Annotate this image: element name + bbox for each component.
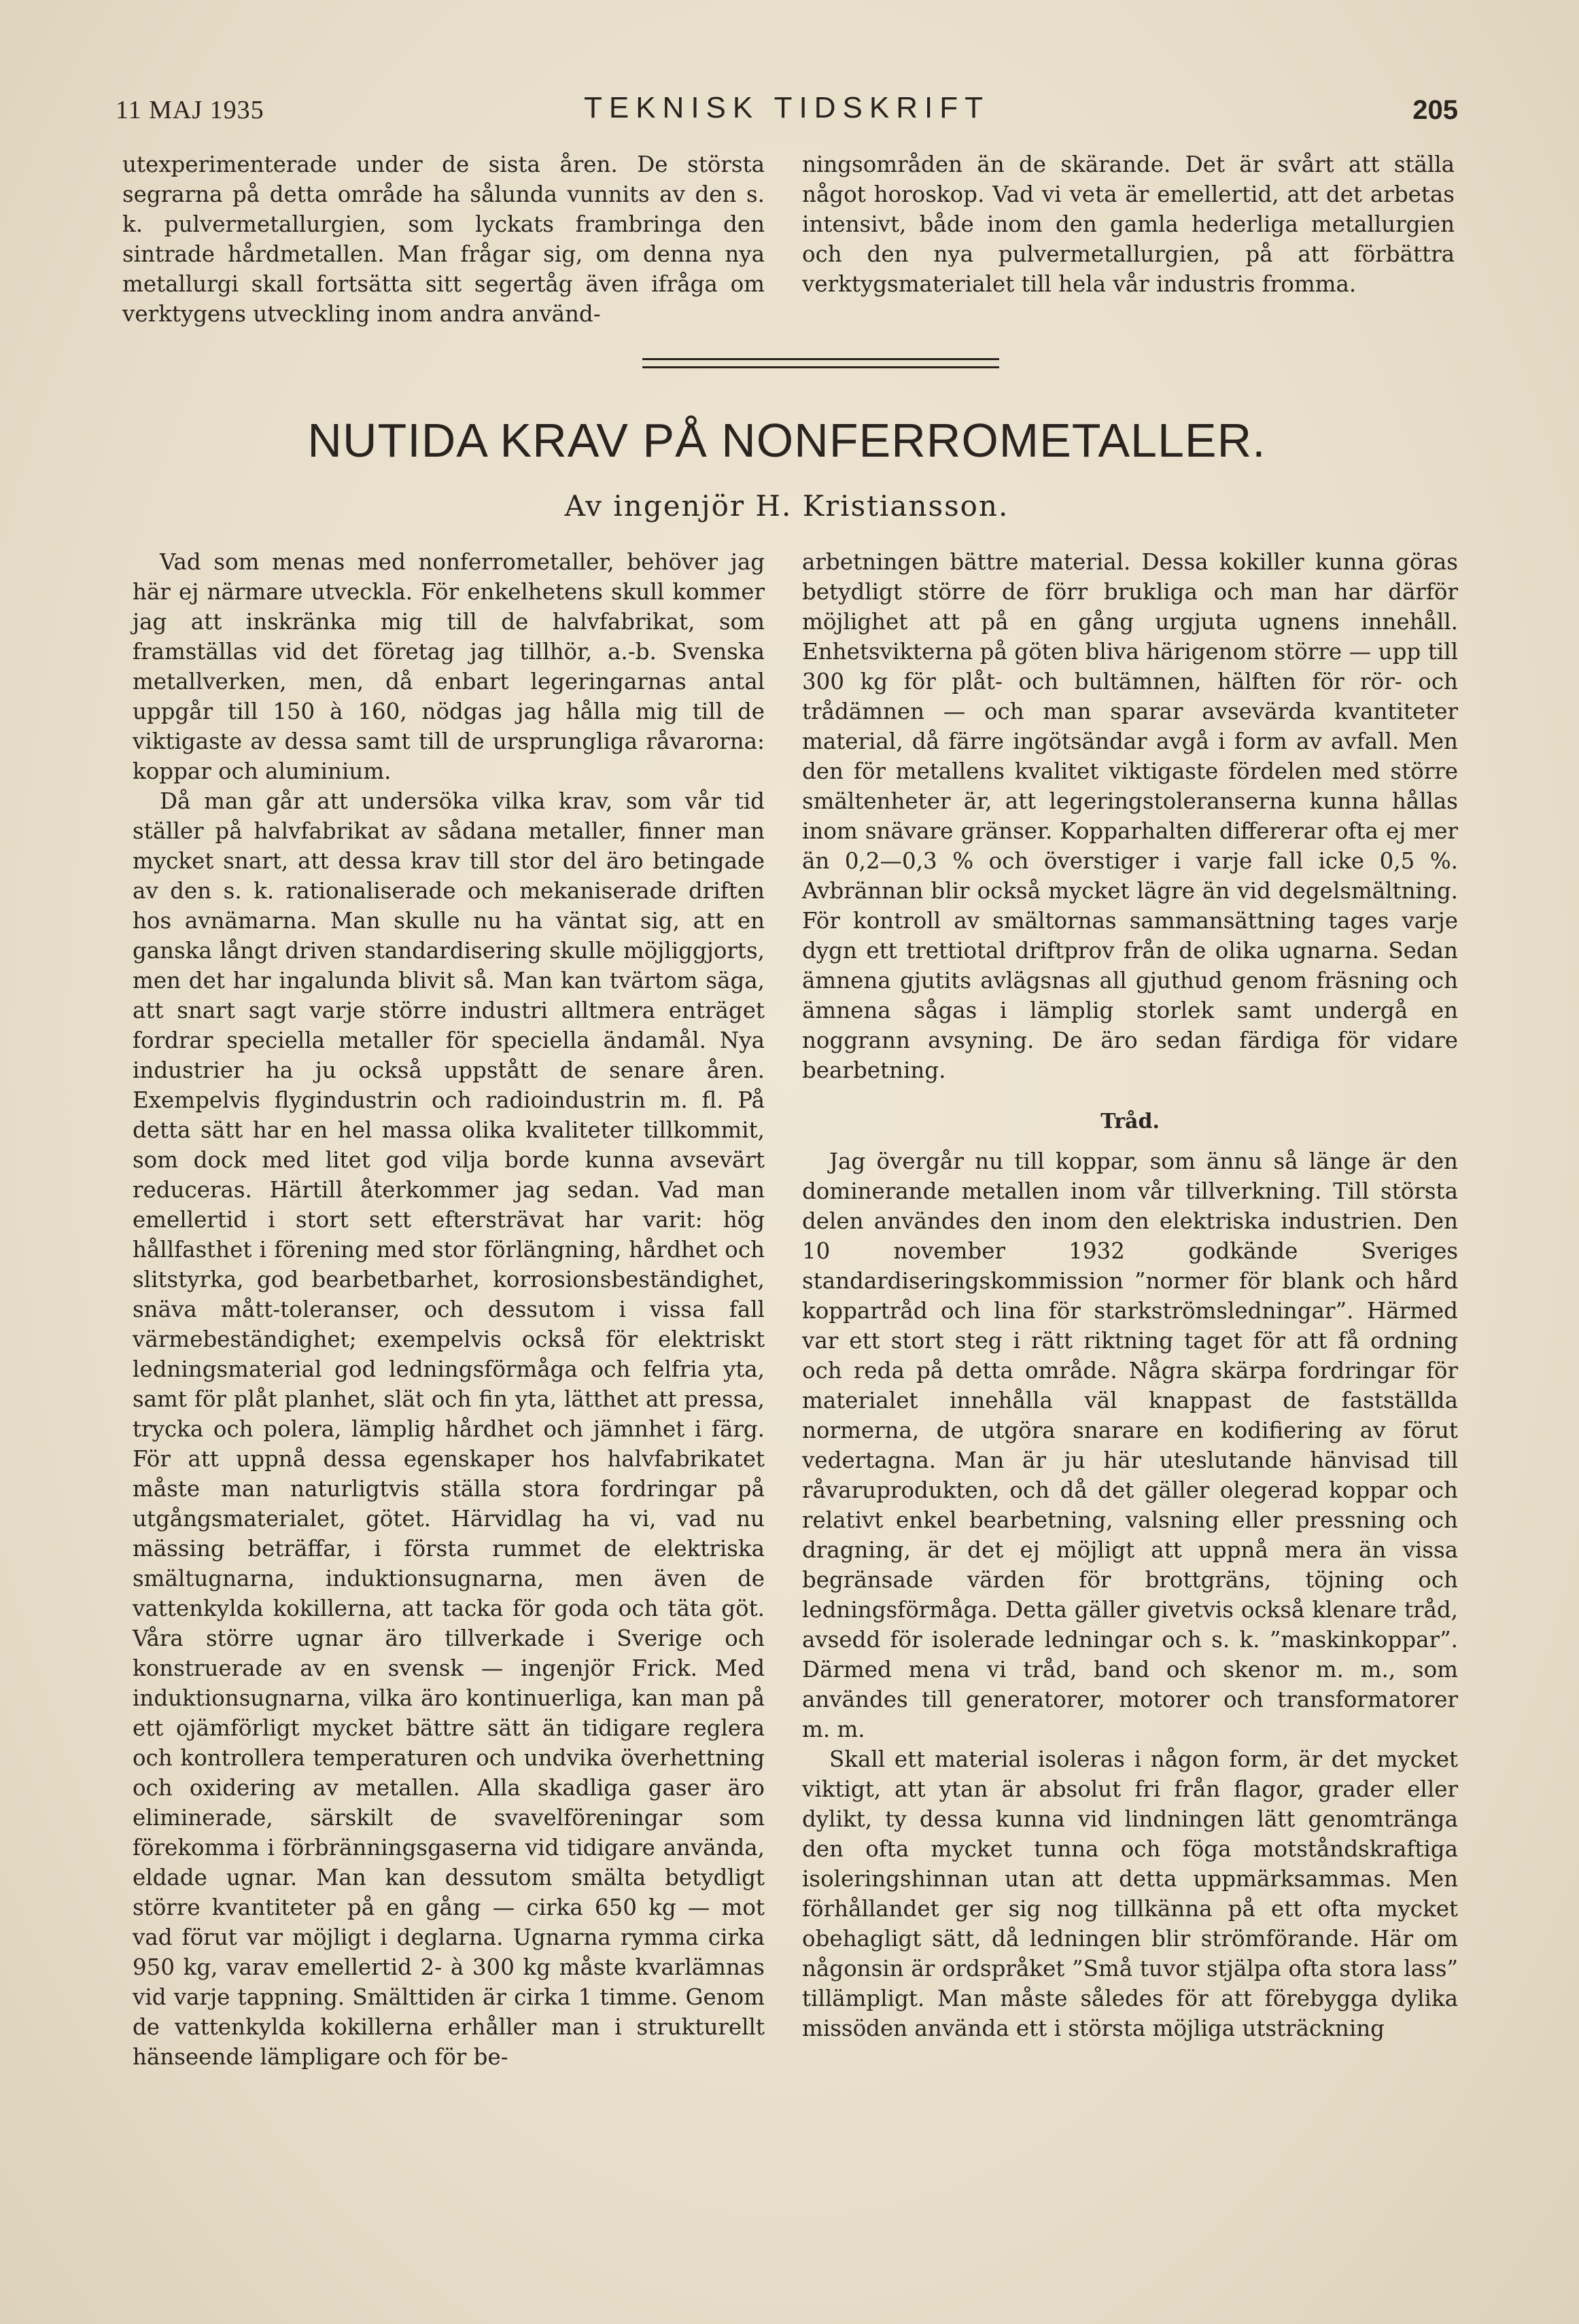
article-right-column: [802, 547, 1458, 2043]
article-byline: Av ingenjör H. Kristiansson.: [564, 489, 1009, 523]
article-title: NUTIDA KRAV PÅ NONFERROMETALLER.: [307, 414, 1266, 467]
article-left-column: [133, 547, 765, 2072]
page-number: 205: [1412, 95, 1458, 125]
article-separator-rule: [642, 358, 999, 368]
paragraph: Vad som menas med nonferrometaller, behöver jag här ej närmare utveckla. För enkelhetens skull kommer jag att inskränka mig till de halvfabrikat, som framställas vid det företag jag tillhör, a.-b. Svenska metallverken, men, då enbart legeringarnas antal uppgår till 150 à 160, nödgas jag hålla mig till de viktigaste av dessa samt till de ursprungliga råvarorna: koppar och aluminium.: [133, 549, 765, 784]
running-head: [116, 91, 1458, 136]
paragraph: arbetningen bättre material. Dessa kokiller kunna göras betydligt större de förr brukliga och man har därför möjlighet att på en gång urgjuta ugnens innehåll. Enhetsvikterna på göten bliva härigenom större — upp till 300 kg för plåt- och bultämnen, hälften för rör- och trådämnen — och man sparar avsevärda kvantiteter material, då färre ingötsändar avgå i form av avfall. Men den för metallens kvalitet viktigaste fördelen med större smältenheter är, att legeringstoleranserna kunna hållas inom snävare gränser. Kopparhalten differerar ofta ej mer än 0,2—0,3 % och överstiger i varje fall icke 0,5 %. Avbrännan blir också mycket lägre än vid degelsmältning. För kontroll av smältornas sammansättning tages varje dygn ett trettiotal driftprov från de olika ugnarna. Sedan ämnena gjutits avlägsnas all gjuthud genom fräsning och ämnena sågas i lämplig storlek samt undergå en noggrann avsyning. De äro sedan färdiga för vidare bearbetning.: [802, 549, 1458, 1083]
previous-article-text-right: ningsområden än de skärande. Det är svårt att ställa något horoskop. Vad vi veta är emellertid, att det arbetas intensivt, både inom den gamla hederliga metallurgien och den nya pulvermetallurgien, på att förbättra verktygsmaterialet till hela vår industris fromma.: [802, 152, 1455, 297]
journal-title: TEKNISK TIDSKRIFT: [583, 91, 990, 124]
paragraph: Då man går att undersöka vilka krav, som vår tid ställer på halvfabrikat av sådana metaller, finner man mycket snart, att dessa krav till stor del äro betingade av den s. k. rationaliserade och mekaniserade driften hos avnämarna. Man skulle nu ha väntat sig, att en ganska långt driven standardisering skulle möjliggjorts, men det har ingalunda blivit så. Man kan tvärtom säga, att snart sagt varje större industri alltmera enträget fordrar speciella metaller för speciella ändamål. Nya industrier ha ju också uppstått de senare åren. Exempelvis flygindustrin och radioindustrin m. fl. På detta sätt har en hel massa olika kvaliteter tillkommit, som dock med litet god vilja borde kunna avsevärt reduceras. Härtill återkommer jag sedan. Vad man emellertid i stort sett eftersträvat har varit: hög hållfasthet i förening med stor förlängning, hårdhet och slitstyrka, god bearbetbarhet, korrosionsbeständighet, snäva mått-toleranser, och dessutom i vissa fall värmebeständighet; exempelvis också för elektriskt ledningsmaterial god ledningsförmåga och felfria yta, samt för plåt planhet, slät och fin yta, lätthet att pressa, trycka och polera, lämplig hårdhet och jämnhet i färg. För att uppnå dessa egenskaper hos halvfabrikatet måste man naturligtvis ställa stora fordringar på utgångsmaterialet, götet. Härvidlag ha vi, vad nu mässing beträffar, i första rummet de elektriska smältugnarna, induktionsugnarna, men även de vattenkylda kokillerna, att tacka för goda och täta göt. Våra större ugnar äro tillverkade i Sverige och konstruerade av en svensk — ingenjör Frick. Med induktionsugnarna, vilka äro kontinuerliga, kan man på ett ojämförligt mycket bättre sätt än tidigare reglera och kontrollera temperaturen och undvika överhettning och oxidering av metallen. Alla skadliga gaser äro eliminerade, särskilt de svavelföreningar som förekomma i förbränningsgaserna vid tidigare använda, eldade ugnar. Man kan dessutom smälta betydligt större kvantiteter på en gång — cirka 650 kg — mot vad förut var möjligt i deglarna. Ugnarna rymma cirka 950 kg, varav emellertid 2- à 300 kg måste kvarlämnas vid varje tappning. Smälttiden är cirka 1 timme. Genom de vattenkylda kokillerna erhåller man i strukturellt hänseende lämpligare och för be-: [133, 788, 765, 2070]
section-heading: Tråd.: [1100, 1110, 1160, 1133]
paragraph: Jag övergår nu till koppar, som ännu så länge är den dominerande metallen inom vår tillverkning. Till största delen användes den inom den elektriska industrien. Den 10 november 1932 godkände Sveriges standardiseringskommission ”normer för blank och hård koppartråd och lina för starkströmsledningar”. Härmed var ett stort steg i rätt riktning taget för att få ordning och reda på detta område. Några skärpa fordringar för materialet innehålla väl knappast de fastställda normerna, de utgöra snarare en kodifiering av förut vedertagna. Man är ju här uteslutande hänvisad till råvaruprodukten, och då det gäller olegerad koppar och relativt enkel bearbetning, valsning eller pressning och dragning, är det ej möjligt att uppnå mera än vissa begränsade värden för brottgräns, töjning och ledningsförmåga. Detta gäller givetvis också klenare tråd, avsedd för isolerade ledningar och s. k. ”maskinkoppar”. Därmed mena vi tråd, band och skenor m. m., som användes till generatorer, motorer och transformatorer m. m.: [802, 1148, 1458, 1742]
previous-article-right-column: [802, 149, 1455, 299]
issue-date: 11 MAJ 1935: [116, 96, 264, 124]
paragraph: Skall ett material isoleras i någon form, är det mycket viktigt, att ytan är absolut fri från flagor, grader eller dylikt, ty dessa kunna vid lindningen lätt genomtränga den ofta mycket tunna och föga motståndskraftiga isoleringshinnan utan att detta uppmärksammas. Men förhållandet ger sig nog tillkänna på ett ofta mycket obehagligt sätt, då ledningen blir strömförande. Här om någonsin är ordspråket ”Små tuvor stjälpa ofta stora lass” tillämpligt. Man måste således för att förebygga dylika missöden använda ett i största möjliga utsträckning: [802, 1746, 1458, 2041]
previous-article-text-left: utexperimenterade under de sista åren. De största segrarna på detta område ha sålunda vunnits av den s. k. pulvermetallurgien, som lyckats frambringa den sintrade hårdmetallen. Man frågar sig, om denna nya metallurgi skall fortsätta sitt segertåg även ifråga om verktygens utveckling inom andra använd-: [122, 152, 765, 327]
previous-article-left-column: [122, 149, 765, 329]
